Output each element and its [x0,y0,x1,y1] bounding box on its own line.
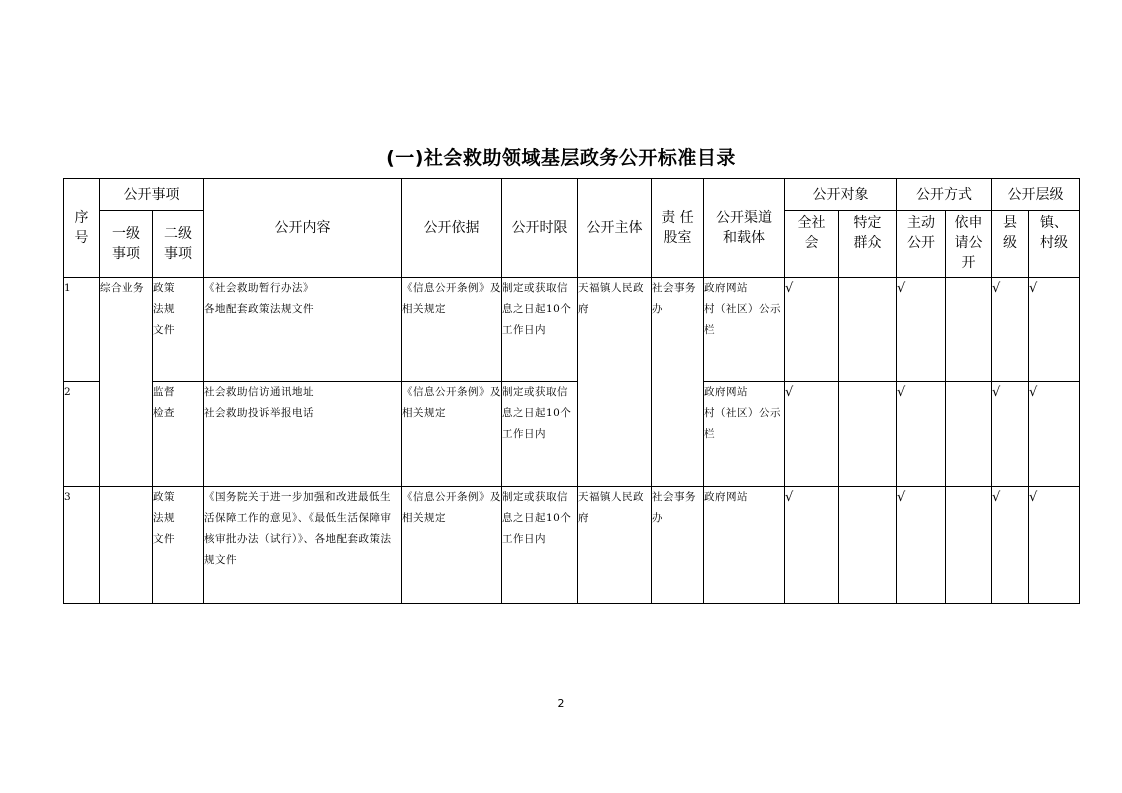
page-number: 2 [557,697,565,710]
row-content: 《社会救助暂行办法》 各地配套政策法规文件 [204,278,402,382]
row-time-limit: 制定或获取信息之日起10个工作日内 [502,382,578,487]
row-basis: 《信息公开条例》及相关规定 [402,382,502,487]
row-seq: 3 [64,487,100,604]
header-method-active: 主动 公开 [897,211,946,278]
header-content: 公开内容 [204,179,402,278]
header-row-top [64,179,1080,211]
row-level2: 政策 法规 文件 [153,278,204,382]
header-level-town: 镇、 村级 [1029,211,1080,278]
row-seq: 1 [64,278,100,382]
level1-merged-cell: 综合业务 [100,278,153,487]
check-level-town: √ [1029,278,1080,382]
check-method-active: √ [897,487,946,604]
check-method-request [946,382,992,487]
row-responsible: 社会事务办 [652,487,704,604]
header-basis: 公开依据 [402,179,502,278]
row-level2: 政策 法规 文件 [153,487,204,604]
check-level-county: √ [992,278,1029,382]
page-title: (一)社会救助领域基层政务公开标准目录 [386,147,736,169]
check-method-request [946,487,992,604]
row-level2: 监督 检查 [153,382,204,487]
header-level2: 二级 事项 [153,211,204,278]
check-method-active: √ [897,278,946,382]
row-seq: 2 [64,382,100,487]
check-level-town: √ [1029,487,1080,604]
header-target-specific: 特定 群众 [839,211,897,278]
header-subject: 公开主体 [578,179,652,278]
check-method-request [946,278,992,382]
row-content: 《国务院关于进一步加强和改进最低生活保障工作的意见》、《最低生活保障审核审批办法（试行）》、各地配套政策法规文件 [204,487,402,604]
check-target-all: √ [785,382,839,487]
check-target-specific [839,487,897,604]
header-responsible: 责 任 股室 [652,179,704,278]
check-level-county: √ [992,487,1029,604]
table-row [64,278,1080,382]
row-subject: 天福镇人民政府 [578,487,652,604]
header-public-items: 公开事项 [100,179,204,211]
header-target: 公开对象 [785,179,897,211]
standard-catalog-table [63,178,1080,604]
header-seq: 序 号 [64,179,100,278]
check-method-active: √ [897,382,946,487]
row-basis: 《信息公开条例》及相关规定 [402,487,502,604]
header-level-county: 县 级 [992,211,1029,278]
check-level-town: √ [1029,382,1080,487]
row-basis: 《信息公开条例》及相关规定 [402,278,502,382]
row-channel: 政府网站 [704,487,785,604]
header-target-all: 全社 会 [785,211,839,278]
row-level1 [100,487,153,604]
table-row [64,382,1080,487]
subject-merged-cell: 天福镇人民政府 [578,278,652,487]
row-time-limit: 制定或获取信息之日起10个工作日内 [502,487,578,604]
check-target-specific [839,382,897,487]
check-target-specific [839,278,897,382]
check-target-all: √ [785,278,839,382]
responsible-merged-cell: 社会事务办 [652,278,704,487]
header-time-limit: 公开时限 [502,179,578,278]
check-level-county: √ [992,382,1029,487]
header-method-request: 依申 请公 开 [946,211,992,278]
header-level1: 一级 事项 [100,211,153,278]
header-method: 公开方式 [897,179,992,211]
row-content: 社会救助信访通讯地址 社会救助投诉举报电话 [204,382,402,487]
header-channel: 公开渠道 和载体 [704,179,785,278]
row-channel: 政府网站 村（社区）公示栏 [704,278,785,382]
check-target-all: √ [785,487,839,604]
header-level: 公开层级 [992,179,1080,211]
row-time-limit: 制定或获取信息之日起10个工作日内 [502,278,578,382]
table-row [64,487,1080,604]
row-channel: 政府网站 村（社区）公示栏 [704,382,785,487]
